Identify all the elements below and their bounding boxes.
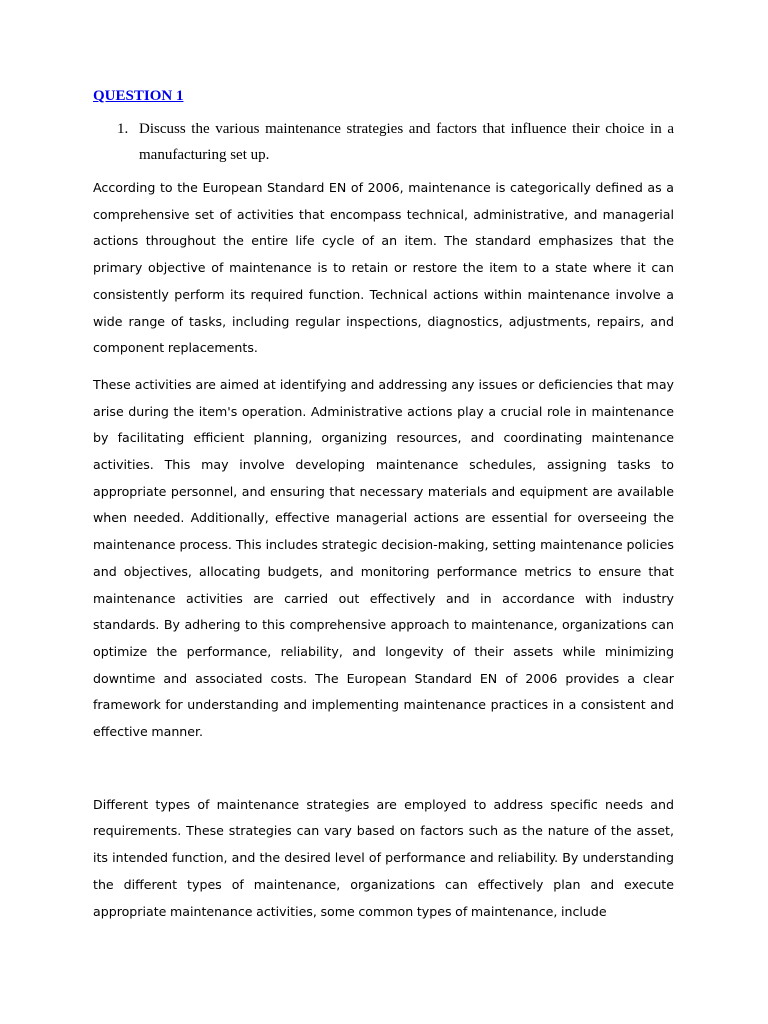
section-heading[interactable]: QUESTION 1 bbox=[93, 88, 184, 104]
document-page bbox=[93, 86, 674, 935]
paragraph-definition: According to the European Standard EN of 2006, maintenance is categorically defined as a comprehensive set of activities that encompass technical, administrative, and managerial actions throughout the entire life cycle of an item. The standard emphasizes that the primary objective of maintenance is to retain or restore the item to a state where it can consistently perform its required function. Technical actions within maintenance involve a wide range of tasks, including regular inspections, diagnostics, adjustments, repairs, and component replacements. bbox=[93, 180, 674, 356]
question-number: 1. bbox=[117, 121, 129, 137]
paragraph-strategies: Different types of maintenance strategies are employed to address specific needs and requirements. These strategies can vary based on factors such as the nature of the asset, its intended function, and the desired level of performance and reliability. By understanding the different types of maintenance, organizations can effectively plan and execute appropriate maintenance activities, some common types of maintenance, include bbox=[93, 796, 674, 919]
question-text: Discuss the various maintenance strategies and factors that influence their choice in a manufacturing set up. bbox=[139, 121, 674, 163]
paragraph-activities: These activities are aimed at identifying and addressing any issues or deficiencies that may arise during the item's operation. Administrative actions play a crucial role in maintenance by facilitating efficient planning, organizing resources, and coordinating maintenance activities. This may involve developing maintenance schedules, assigning tasks to appropriate personnel, and ensuring that necessary materials and equipment are available when needed. Additionally, effective managerial actions are essential for overseeing the maintenance process. This includes strategic decision-making, setting maintenance policies and objectives, allocating budgets, and monitoring performance metrics to ensure that maintenance activities are carried out effectively and in accordance with industry standards. By adhering to this comprehensive approach to maintenance, organizations can optimize the performance, reliability, and longevity of their assets while minimizing downtime and associated costs. The European Standard EN of 2006 provides a clear framework for understanding and implementing maintenance practices in a consistent and effective manner. bbox=[93, 376, 674, 740]
question-item bbox=[93, 116, 674, 168]
